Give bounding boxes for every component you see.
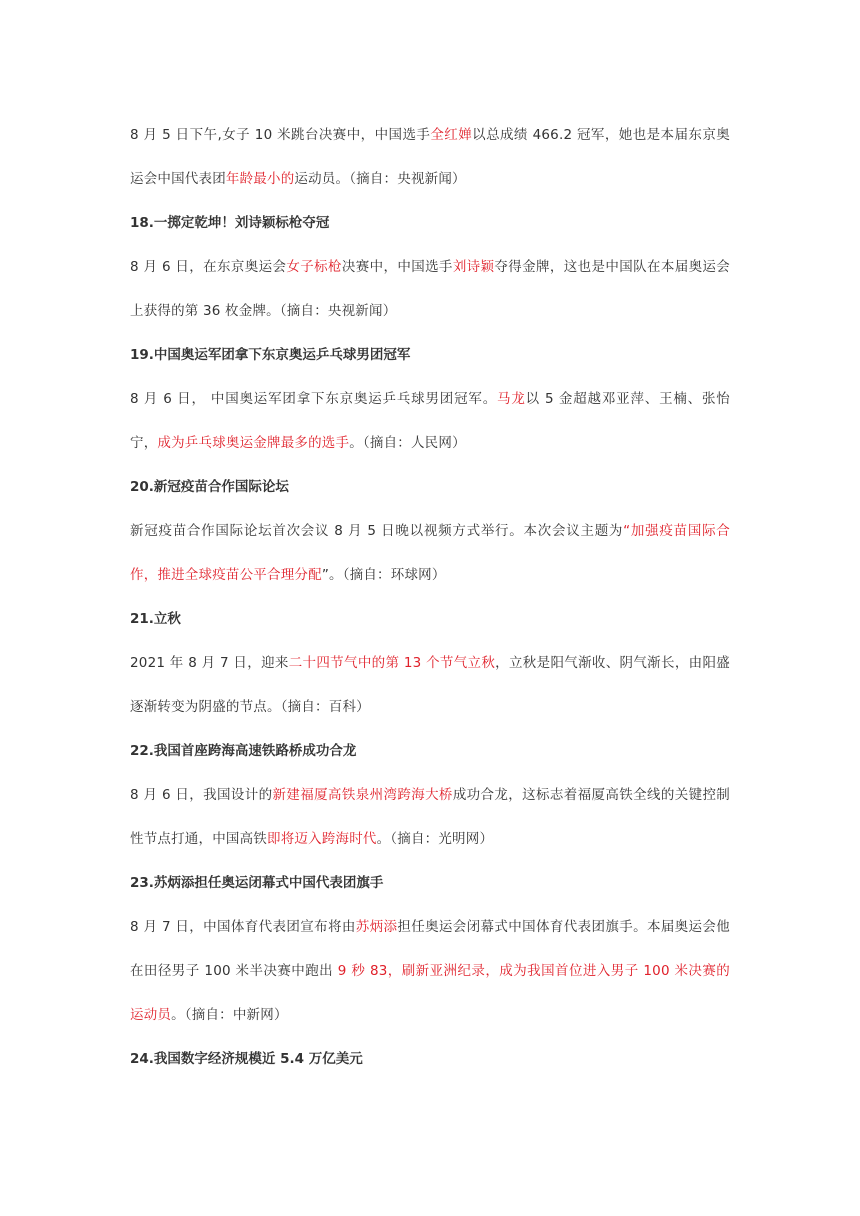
body-text: 8 月 5 日下午,女子 10 米跳台决赛中，中国选手 (130, 127, 431, 143)
body-text: 夺得金牌，这也是中国队在本届奥运会上获得的第 36 枚金牌。（摘自：央视新闻） (130, 259, 731, 319)
body-text: 8 月 6 日， 中国奥运军团拿下东京奥运乒乓球男团冠军。 (130, 391, 498, 407)
heading-20: 20.新冠疫苗合作国际论坛 (130, 479, 289, 495)
heading-18: 18.一掷定乾坤！刘诗颖标枪夺冠 (130, 215, 330, 231)
heading-22: 22.我国首座跨海高速铁路桥成功合龙 (130, 743, 357, 759)
body-text: 。（摘自：中新网） (171, 1007, 288, 1023)
body-text: ”。（摘自：环球网） (321, 567, 446, 583)
paragraph-liqiu (130, 641, 730, 729)
body-text: 以总成绩 466.2 冠军，她也是本届东京奥运会中国代表团 (130, 127, 730, 187)
heading-21: 21.立秋 (130, 611, 181, 627)
highlighted-text: 苏炳添 (355, 919, 398, 935)
highlighted-text: 成为乒乓球奥运金牌最多的选手 (157, 435, 350, 451)
paragraph-liu-shiying (130, 245, 730, 333)
heading-24: 24.我国数字经济规模近 5.4 万亿美元 (130, 1051, 363, 1067)
highlighted-text: 二十四节气中的第 13 个节气立秋 (288, 655, 496, 671)
body-text: 新冠疫苗合作国际论坛首次会议 8 月 5 日晚以视频方式举行。本次会议主题为 (130, 523, 624, 539)
highlighted-text: 即将迈入跨海时代 (267, 831, 377, 847)
paragraph-table-tennis (130, 377, 730, 465)
body-text: ，立秋是阳气渐收、阴气渐长，由阳盛逐渐转变为阴盛的节点。（摘自：百科） (130, 655, 730, 715)
highlighted-text: 年龄最小的 (225, 171, 295, 187)
body-text: 8 月 6 日，我国设计的 (130, 787, 273, 803)
body-text: 8 月 7 日，中国体育代表团宣布将由 (130, 919, 356, 935)
paragraph-quan-hongchan (130, 113, 730, 201)
highlighted-text: “加强疫苗国际合作，推进全球疫苗公平合理分配 (130, 523, 731, 583)
highlighted-text: 全红婵 (430, 127, 473, 143)
body-text: 2021 年 8 月 7 日，迎来 (130, 655, 289, 671)
body-text: 成功合龙，这标志着福厦高铁全线的关键控制性节点打通，中国高铁 (130, 787, 731, 847)
highlighted-text: 新建福厦高铁泉州湾跨海大桥 (272, 787, 453, 803)
highlighted-text: 女子标枪 (286, 259, 342, 275)
body-text: 担任奥运会闭幕式中国体育代表团旗手。本届奥运会他在田径男子 100 米半决赛中跑出 (130, 919, 730, 979)
highlighted-text: 刘诗颖 (452, 259, 495, 275)
heading-23: 23.苏炳添担任奥运闭幕式中国代表团旗手 (130, 875, 384, 891)
body-text: 。（摘自：人民网） (349, 435, 466, 451)
document-content (130, 113, 730, 1081)
body-text: 决赛中，中国选手 (341, 259, 453, 275)
heading-19: 19.中国奥运军团拿下东京奥运乒乓球男团冠军 (130, 347, 411, 363)
paragraph-su-bingtian (130, 905, 730, 1037)
body-text: 以 5 金超越邓亚萍、王楠、张怡宁， (130, 391, 730, 451)
paragraph-vaccine-forum (130, 509, 730, 597)
body-text: 。（摘自：光明网） (376, 831, 494, 847)
body-text: 8 月 6 日，在东京奥运会 (130, 259, 287, 275)
paragraph-bridge (130, 773, 730, 861)
highlighted-text: 9 秒 83，刷新亚洲纪录，成为我国首位进入男子 100 米决赛的运动员 (130, 963, 730, 1023)
highlighted-text: 马龙 (497, 391, 526, 407)
body-text: 运动员。（摘自：央视新闻） (294, 171, 466, 187)
